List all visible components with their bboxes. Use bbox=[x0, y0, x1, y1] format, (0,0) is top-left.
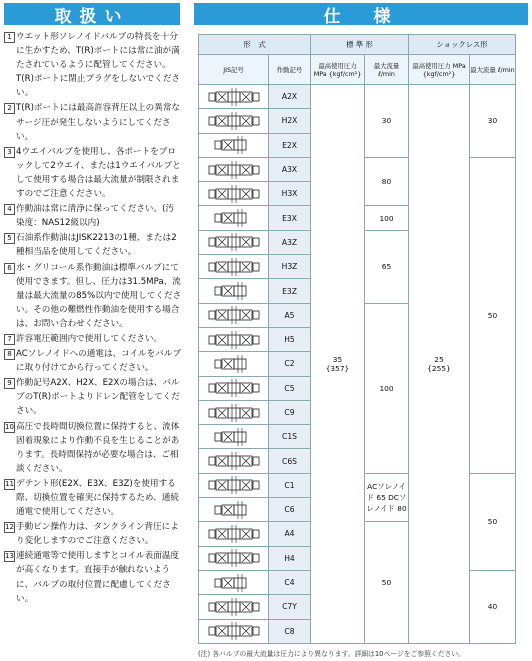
valve-symbol-icon bbox=[203, 403, 265, 423]
jis-symbol-cell bbox=[199, 85, 269, 109]
handling-note bbox=[4, 347, 182, 375]
note-number: 4 bbox=[4, 204, 15, 215]
operation-code: C6 bbox=[269, 498, 311, 522]
std-max-flow: 80 bbox=[365, 157, 409, 206]
handling-note bbox=[4, 30, 182, 100]
jis-symbol-cell bbox=[199, 279, 269, 303]
jis-symbol-cell bbox=[199, 619, 269, 643]
std-pressure-mpa: 35 bbox=[332, 354, 343, 364]
jis-symbol-cell bbox=[199, 498, 269, 522]
handling-note bbox=[4, 332, 182, 346]
valve-symbol-icon bbox=[203, 305, 265, 325]
operation-code: E3X bbox=[269, 206, 311, 230]
footnote: (注) 各バルブの最大流量は圧力により異なります。詳細は10ページをご参照ください。 bbox=[198, 650, 465, 658]
standard-header: 標 準 形 bbox=[311, 35, 409, 55]
jis-symbol-cell bbox=[199, 182, 269, 206]
operation-code: C2 bbox=[269, 352, 311, 376]
jis-symbol-cell bbox=[199, 376, 269, 400]
note-text: 水・グリコール系作動油は標準バルブにて使用できます。但し、圧力は31.5MPa、流量は最大流量の85%以内で使用してください。その他の難燃性作動油を使用する場合は、お問い合わせください。 bbox=[16, 262, 182, 329]
std-max-flow-header: 最大流量 ℓ/min bbox=[365, 55, 409, 85]
jis-symbol-header: JIS記号 bbox=[199, 55, 269, 85]
note-number: 12 bbox=[5, 523, 14, 532]
valve-symbol-icon bbox=[203, 548, 265, 568]
note-text: 連続通電等で使用しますとコイル表面温度が高くなります。直接手が触れないように、バルブの取付位置に配慮してください。 bbox=[16, 551, 180, 604]
operation-code: A3Z bbox=[269, 230, 311, 254]
operation-code-header: 作動記号 bbox=[269, 55, 311, 85]
operation-code: C4 bbox=[269, 570, 311, 594]
valve-symbol-icon bbox=[203, 597, 265, 617]
valve-symbol-icon bbox=[203, 427, 265, 447]
operation-code: C8 bbox=[269, 619, 311, 643]
std-max-flow: ACソレノイド 65 DCソレノイド 80 bbox=[365, 473, 409, 522]
valve-symbol-icon bbox=[203, 160, 265, 180]
note-text: 4ウエイバルブを使用し、各ポートをブロックして2ウエイ、または1ウエイバルブとして使用する場合は最大流量が制限されますのでご注意ください。 bbox=[16, 146, 181, 200]
handling-note bbox=[4, 202, 182, 230]
jis-symbol-cell bbox=[199, 230, 269, 254]
handling-note bbox=[4, 420, 182, 476]
sl-max-pressure-header: 最高使用圧力 MPa {kgf/cm²} bbox=[409, 55, 470, 85]
handling-note bbox=[4, 376, 182, 418]
jis-symbol-cell bbox=[199, 157, 269, 181]
valve-symbol-icon bbox=[203, 451, 265, 471]
operation-code: C9 bbox=[269, 400, 311, 424]
valve-symbol-icon bbox=[203, 524, 265, 544]
handling-note bbox=[4, 520, 182, 548]
std-max-flow: 65 bbox=[365, 230, 409, 303]
operation-code: H3X bbox=[269, 182, 311, 206]
valve-symbol-icon bbox=[203, 111, 265, 131]
operation-code: H3Z bbox=[269, 255, 311, 279]
valve-symbol-icon bbox=[203, 281, 265, 301]
note-text: デテント形(E2X、E3X、E3Z)を使用する際、切換位置を確実に保持するため、通続通電で使用してください。 bbox=[16, 478, 179, 518]
handling-note bbox=[4, 549, 182, 605]
note-number: 13 bbox=[5, 552, 14, 561]
valve-symbol-icon bbox=[203, 87, 265, 107]
note-number: 5 bbox=[4, 233, 15, 244]
operation-code: C7Y bbox=[269, 595, 311, 619]
handling-header: 取扱い bbox=[4, 3, 180, 25]
handling-note bbox=[4, 145, 182, 201]
operation-code: C1S bbox=[269, 425, 311, 449]
jis-symbol-cell bbox=[199, 449, 269, 473]
note-text: ACソレノイドへの通電は、コイルをバルブに取り付けてから行ってください。 bbox=[16, 349, 182, 374]
operation-code: A4 bbox=[269, 522, 311, 546]
jis-symbol-cell bbox=[199, 327, 269, 351]
valve-symbol-icon bbox=[203, 257, 265, 277]
note-number: 3 bbox=[4, 147, 15, 158]
std-max-flow: 100 bbox=[365, 206, 409, 230]
note-number: 11 bbox=[5, 479, 14, 488]
valve-symbol-icon bbox=[203, 232, 265, 252]
sl-max-flow: 30 bbox=[470, 85, 516, 158]
valve-symbol-icon bbox=[203, 135, 265, 155]
valve-symbol-icon bbox=[203, 184, 265, 204]
operation-code: H5 bbox=[269, 327, 311, 351]
operation-code: C5 bbox=[269, 376, 311, 400]
jis-symbol-cell bbox=[199, 595, 269, 619]
std-max-flow: 100 bbox=[365, 303, 409, 473]
std-max-pressure bbox=[311, 85, 365, 644]
note-number: 1 bbox=[4, 32, 15, 43]
note-text: 高圧で長時間切換位置に保持すると、流体固着現象により作動不良を生じることがあります。長時間保持が必要な場合は、ご相談ください。 bbox=[16, 421, 180, 474]
form-header: 形 式 bbox=[199, 35, 311, 55]
operation-code: E2X bbox=[269, 133, 311, 157]
valve-symbol-icon bbox=[203, 208, 265, 228]
note-text: 作動油は常に清浄に保ってください。(汚染度：NAS12級以内) bbox=[16, 204, 175, 229]
jis-symbol-cell bbox=[199, 206, 269, 230]
operation-code: H2X bbox=[269, 109, 311, 133]
std-pressure-kgf: {357} bbox=[325, 363, 350, 373]
operation-code: C6S bbox=[269, 449, 311, 473]
jis-symbol-cell bbox=[199, 303, 269, 327]
note-number: 9 bbox=[4, 378, 15, 389]
jis-symbol-cell bbox=[199, 570, 269, 594]
sl-pressure-mpa: 25 bbox=[434, 354, 444, 364]
note-text: 作動記号A2X、H2X、E2Xの場合は、バルブのT(R)ポートよりドレン配管をしてください。 bbox=[16, 378, 180, 417]
sl-max-flow: 40 bbox=[470, 570, 516, 643]
operation-code: C1 bbox=[269, 473, 311, 497]
operation-code: E3Z bbox=[269, 279, 311, 303]
spec-row bbox=[199, 85, 516, 109]
valve-symbol-icon bbox=[203, 500, 265, 520]
sl-max-flow-header: 最大流量 ℓ/min bbox=[470, 55, 516, 85]
handling-notes bbox=[4, 30, 182, 607]
jis-symbol-cell bbox=[199, 109, 269, 133]
note-text: 許容電圧範囲内で使用してください。 bbox=[16, 333, 163, 344]
std-max-flow: 30 bbox=[365, 85, 409, 158]
note-number: 8 bbox=[4, 349, 15, 360]
jis-symbol-cell bbox=[199, 473, 269, 497]
valve-symbol-icon bbox=[203, 330, 265, 350]
std-max-flow: 50 bbox=[365, 522, 409, 643]
handling-note bbox=[4, 231, 182, 259]
jis-symbol-cell bbox=[199, 400, 269, 424]
sl-pressure-kgf: {255} bbox=[427, 363, 451, 373]
sl-max-flow: 50 bbox=[470, 157, 516, 473]
valve-symbol-icon bbox=[203, 573, 265, 593]
operation-code: A3X bbox=[269, 157, 311, 181]
valve-symbol-icon bbox=[203, 621, 265, 641]
sl-max-pressure bbox=[409, 85, 470, 644]
specifications-header: 仕 様 bbox=[194, 3, 528, 25]
note-text: 手動ピン操作力は、タンクライン背圧により変化しますのでご注意ください。 bbox=[16, 522, 179, 547]
jis-symbol-cell bbox=[199, 255, 269, 279]
valve-symbol-icon bbox=[203, 354, 265, 374]
note-number: 2 bbox=[4, 103, 15, 114]
note-number: 6 bbox=[4, 263, 15, 274]
operation-code: A5 bbox=[269, 303, 311, 327]
note-number: 7 bbox=[4, 334, 15, 345]
jis-symbol-cell bbox=[199, 133, 269, 157]
spec-table bbox=[198, 34, 516, 644]
jis-symbol-cell bbox=[199, 522, 269, 546]
operation-code: H4 bbox=[269, 546, 311, 570]
handling-note bbox=[4, 477, 182, 519]
handling-note bbox=[4, 101, 182, 143]
note-text: ウエット形ソレノイドバルブの特長を十分に生かすため、T(R)ポートには常に油が満たされているように配管してください。T(R)ポートに閉止プラグをしないでください。 bbox=[16, 32, 181, 99]
valve-symbol-icon bbox=[203, 378, 265, 398]
note-number: 10 bbox=[5, 422, 14, 431]
jis-symbol-cell bbox=[199, 352, 269, 376]
valve-symbol-icon bbox=[203, 475, 265, 495]
jis-symbol-cell bbox=[199, 425, 269, 449]
handling-note bbox=[4, 261, 182, 331]
note-text: T(R)ポートには最高許容背圧以上の異常なサージ圧が発生しないようにしてください。 bbox=[16, 103, 181, 142]
std-max-pressure-header: 最高使用圧力 MPa {kgf/cm²} bbox=[311, 55, 365, 85]
operation-code: A2X bbox=[269, 85, 311, 109]
shockless-header: ショックレス形 bbox=[409, 35, 516, 55]
jis-symbol-cell bbox=[199, 546, 269, 570]
sl-max-flow: 50 bbox=[470, 473, 516, 570]
note-text: 石油系作動油はJISK2213の1種、または2種相当品を使用してください。 bbox=[16, 233, 177, 258]
